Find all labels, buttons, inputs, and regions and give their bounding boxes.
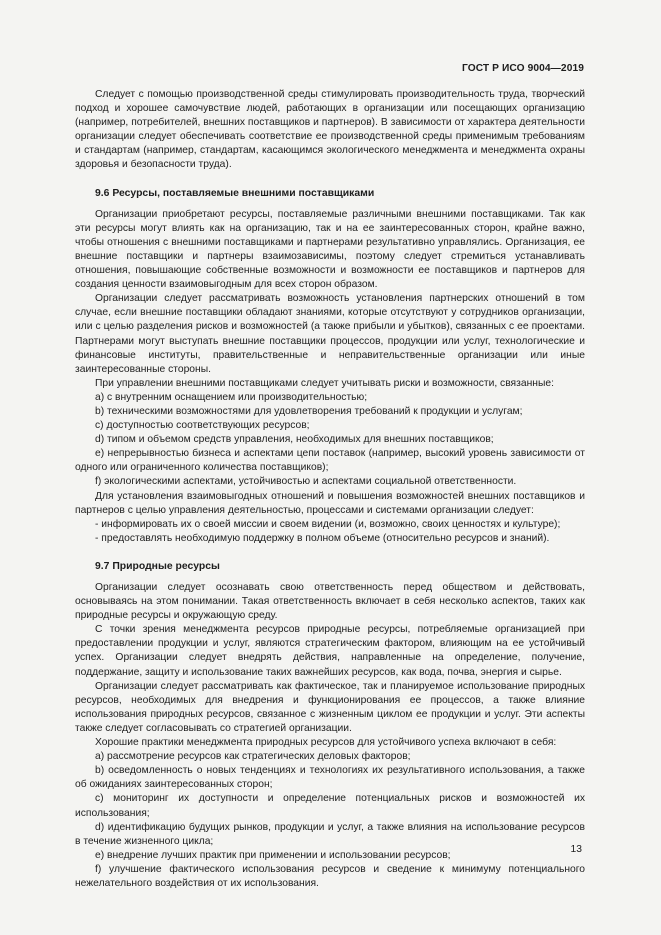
- paragraph: При управлении внешними поставщиками следует учитывать риски и возможности, связанные:: [95, 377, 554, 389]
- list-item: d) идентификацию будущих рынков, продукции и услуг, а также влияния на использование ресурсов в течение жизненного цикла;: [75, 821, 585, 847]
- list-item: b) техническими возможностями для удовлетворения требований к продукции и услугам;: [95, 405, 523, 417]
- paragraph: Для установления взаимовыгодных отношений и повышения возможностей внешних поставщиков и партнеров с целью управления деятельностью, процессами и системами организации следует:: [75, 490, 585, 516]
- list-item: f) экологическими аспектами, устойчивостью и аспектами социальной ответственности.: [95, 476, 517, 488]
- paragraph: Организации приобретают ресурсы, поставляемые различными внешними поставщиками. Так как эти ресурсы могут влиять как на организацию, так и на ее заинтересованных сторон, крайне важно, чтобы отношения с внешними поставщиками и партнерами результативно управлялись. Организация, ее внешние поставщики и партнеры взаимозависимы, поэтому следует стремиться устанавливать отношения, повышающие собственные возможности и возможности ее поставщиков и партнеров для создания ценности взаимовыгодным для всех сторон образом.: [75, 208, 585, 291]
- paragraph: С точки зрения менеджмента ресурсов природные ресурсы, потребляемые организацией при предоставлении продукции и услуг, являются стратегическим фактором, влияющим на ее устойчивый успех. Организации следует внедрять действия, направленные на определение, получение, поддержание, защиту и использование таких важнейших ресурсов, как вода, почва, энергия и сырье.: [75, 624, 585, 678]
- document-body: [75, 88, 585, 891]
- list-item: c) доступностью соответствующих ресурсов;: [95, 420, 310, 432]
- document-header: ГОСТ Р ИСО 9004—2019: [461, 63, 584, 74]
- section-heading: 9.7 Природные ресурсы: [95, 560, 220, 572]
- paragraph: Организации следует рассматривать как фактическое, так и планируемое использование природных ресурсов, необходимых для внедрения и функционирования ее процессов, а также влияние использования природных ресурсов, связанное с жизненным циклом ее продукции и услуг. Эти аспекты также следует согласовывать со стратегией организации.: [75, 680, 585, 734]
- list-item: - предоставлять необходимую поддержку в полном объеме (относительно ресурсов и знаний).: [95, 532, 550, 544]
- list-item: b) осведомленность о новых тенденциях и технологиях их результативного использования, а также об ожиданиях заинтересованных сторон;: [75, 765, 585, 791]
- list-item: a) с внутренним оснащением или производительностью;: [95, 391, 368, 403]
- section-heading: 9.6 Ресурсы, поставляемые внешними поставщиками: [95, 187, 375, 199]
- page-number: 13: [570, 844, 582, 855]
- list-item: d) типом и объемом средств управления, необходимых для внешних поставщиков;: [95, 434, 494, 446]
- list-item: f) улучшение фактического использования ресурсов и сведение к минимуму потенциального нежелательного воздействия от их использования.: [75, 863, 585, 889]
- list-item: - информировать их о своей миссии и своем видении (и, возможно, своих ценностях и культуре);: [95, 518, 561, 530]
- paragraph: Хорошие практики менеджмента природных ресурсов для устойчивого успеха включают в себя:: [95, 737, 557, 749]
- paragraph: Организации следует рассматривать возможность установления партнерских отношений в том случае, если внешние поставщики обладают знаниями, которые отсутствуют у сотрудников организации, или с целью разделения рисков и возможностей (а также прибыли и убытков), связанных с ее проектами. Партнерами могут выступать внешние поставщики процессов, продукции или услуг, технологические и финансовые институты, правительственные и неправительственные организации или иные заинтересованные стороны.: [75, 293, 585, 375]
- list-item: a) рассмотрение ресурсов как стратегических деловых факторов;: [95, 751, 411, 763]
- list-item: e) непрерывностью бизнеса и аспектами цепи поставок (например, высокий уровень зависимости от одного или ограниченного количества поставщиков);: [75, 448, 585, 474]
- paragraph: Организации следует осознавать свою ответственность перед обществом и действовать, основываясь на этом понимании. Такая ответственность включает в себя несколько аспектов, таких как природные ресурсы и окружающую среду.: [75, 582, 585, 622]
- list-item: c) мониторинг их доступности и определение потенциальных рисков и возможностей их использования;: [75, 793, 585, 819]
- list-item: e) внедрение лучших практик при применении и использовании ресурсов;: [95, 849, 451, 861]
- paragraph: Следует с помощью производственной среды стимулировать производительность труда, творческий подход и хорошее самочувствие людей, работающих в организации или посещающих организацию (например, потребителей, внешних поставщиков и партнеров). В зависимости от характера деятельности организации следует обеспечивать соответствие ее производственной среды применимым требованиям и стандартам (например, стандартам, касающимся экологического менеджмента и менеджмента охраны здоровья и безопасности труда).: [75, 89, 585, 171]
